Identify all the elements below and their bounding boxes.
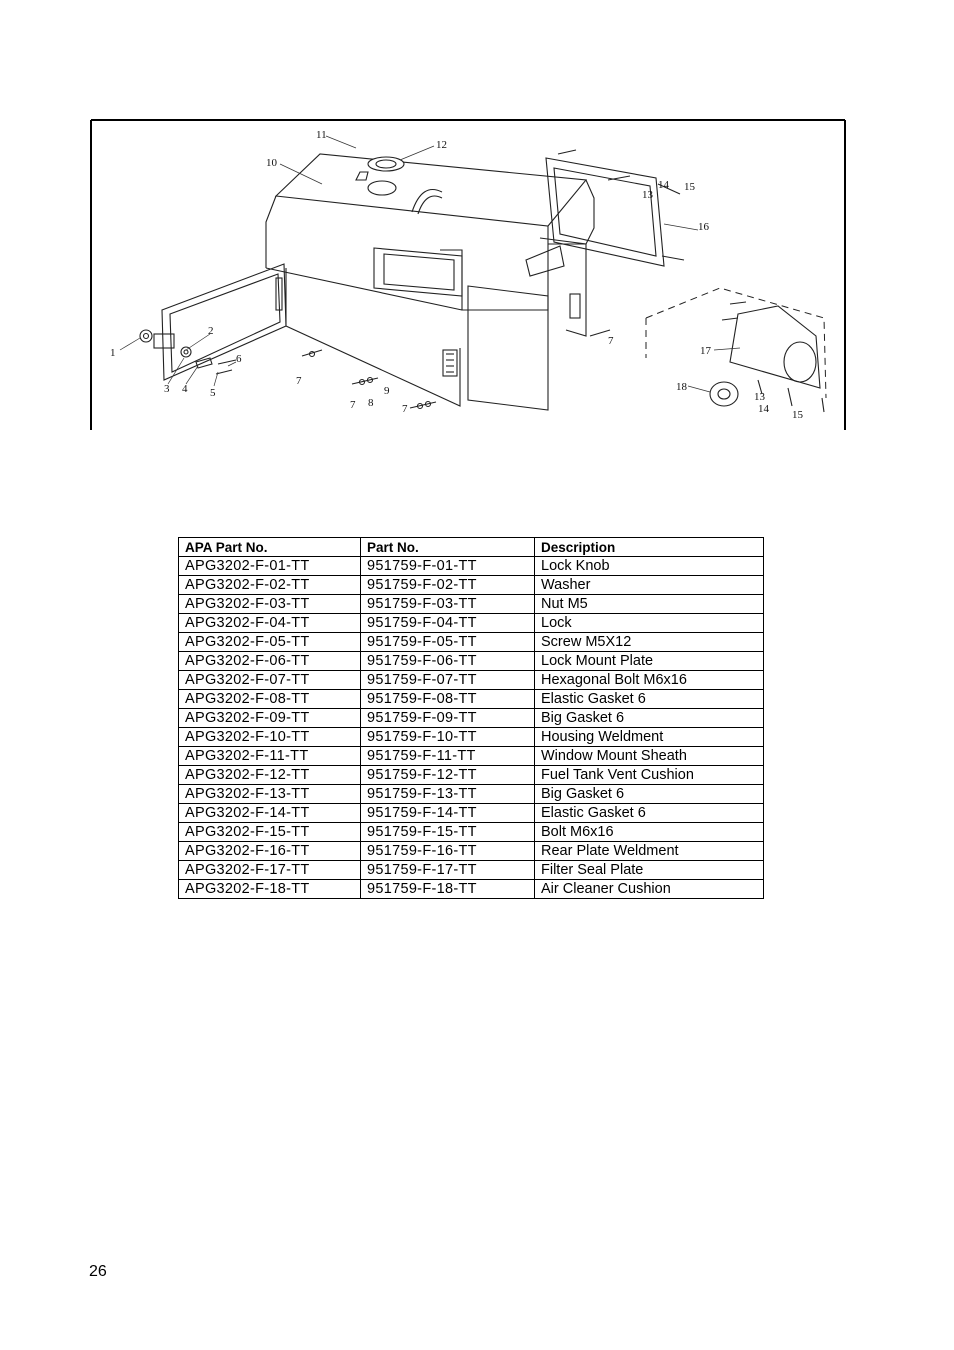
table-row (179, 804, 764, 823)
table-row (179, 766, 764, 785)
header-apa-part-no: APA Part No. (179, 538, 361, 557)
table-row (179, 880, 764, 899)
parts-table-body (179, 557, 764, 899)
description-cell: Big Gasket 6 (535, 709, 764, 728)
apa-part-no-cell: APG3202-F-14-TT (179, 804, 361, 823)
part-no-cell: 951759-F-10-TT (361, 728, 535, 747)
apa-part-no-cell: APG3202-F-09-TT (179, 709, 361, 728)
description-cell: Lock (535, 614, 764, 633)
apa-part-no-cell: APG3202-F-10-TT (179, 728, 361, 747)
description-cell: Hexagonal Bolt M6x16 (535, 671, 764, 690)
part-no-cell: 951759-F-18-TT (361, 880, 535, 899)
part-no-cell: 951759-F-02-TT (361, 576, 535, 595)
part-no-cell: 951759-F-14-TT (361, 804, 535, 823)
apa-part-no-cell: APG3202-F-03-TT (179, 595, 361, 614)
description-cell: Fuel Tank Vent Cushion (535, 766, 764, 785)
part-no-cell: 951759-F-09-TT (361, 709, 535, 728)
table-row (179, 671, 764, 690)
apa-part-no-cell: APG3202-F-15-TT (179, 823, 361, 842)
part-no-cell: 951759-F-15-TT (361, 823, 535, 842)
description-cell: Rear Plate Weldment (535, 842, 764, 861)
apa-part-no-cell: APG3202-F-04-TT (179, 614, 361, 633)
part-no-cell: 951759-F-07-TT (361, 671, 535, 690)
table-row (179, 690, 764, 709)
filter-assembly-drawing (646, 288, 826, 412)
callout-label: 7 (350, 399, 356, 411)
apa-part-no-cell: APG3202-F-08-TT (179, 690, 361, 709)
description-cell: Window Mount Sheath (535, 747, 764, 766)
apa-part-no-cell: APG3202-F-18-TT (179, 880, 361, 899)
callout-label: 7 (608, 335, 614, 347)
description-cell: Housing Weldment (535, 728, 764, 747)
callout-label: 11 (316, 129, 327, 141)
callout-label: 3 (164, 383, 170, 395)
table-row (179, 557, 764, 576)
table-row (179, 614, 764, 633)
description-cell: Nut M5 (535, 595, 764, 614)
description-cell: Lock Knob (535, 557, 764, 576)
callout-numbers (110, 129, 804, 421)
callout-label: 4 (182, 383, 188, 395)
description-cell: Bolt M6x16 (535, 823, 764, 842)
exploded-parts-diagram (90, 118, 846, 430)
description-cell: Elastic Gasket 6 (535, 804, 764, 823)
table-row (179, 652, 764, 671)
description-cell: Screw M5X12 (535, 633, 764, 652)
callout-label: 7 (402, 403, 408, 415)
callout-label: 15 (792, 409, 803, 421)
apa-part-no-cell: APG3202-F-07-TT (179, 671, 361, 690)
table-row (179, 728, 764, 747)
apa-part-no-cell: APG3202-F-01-TT (179, 557, 361, 576)
rear-plate-drawing (546, 150, 684, 266)
callout-label: 7 (296, 375, 302, 387)
description-cell: Washer (535, 576, 764, 595)
callout-label: 13 (754, 391, 765, 403)
part-no-cell: 951759-F-13-TT (361, 785, 535, 804)
header-description: Description (535, 538, 764, 557)
part-no-cell: 951759-F-16-TT (361, 842, 535, 861)
table-row (179, 633, 764, 652)
callout-label: 17 (700, 345, 711, 357)
part-no-cell: 951759-F-03-TT (361, 595, 535, 614)
table-row (179, 785, 764, 804)
description-cell: Big Gasket 6 (535, 785, 764, 804)
callout-label: 12 (436, 139, 447, 151)
description-cell: Air Cleaner Cushion (535, 880, 764, 899)
page-number: 26 (89, 1263, 107, 1280)
base-fasteners-drawing (302, 330, 610, 409)
apa-part-no-cell: APG3202-F-17-TT (179, 861, 361, 880)
table-header-row (179, 538, 764, 557)
parts-list-table (178, 537, 764, 899)
apa-part-no-cell: APG3202-F-13-TT (179, 785, 361, 804)
part-no-cell: 951759-F-01-TT (361, 557, 535, 576)
part-no-cell: 951759-F-11-TT (361, 747, 535, 766)
callout-label: 18 (676, 381, 687, 393)
apa-part-no-cell: APG3202-F-12-TT (179, 766, 361, 785)
callout-label: 15 (684, 181, 695, 193)
table-row (179, 823, 764, 842)
housing-weldment-drawing (266, 154, 594, 410)
table-row (179, 861, 764, 880)
part-no-cell: 951759-F-08-TT (361, 690, 535, 709)
part-no-cell: 951759-F-17-TT (361, 861, 535, 880)
callout-label: 10 (266, 157, 277, 169)
callout-label: 8 (368, 397, 374, 409)
apa-part-no-cell: APG3202-F-06-TT (179, 652, 361, 671)
part-no-cell: 951759-F-12-TT (361, 766, 535, 785)
callout-label: 6 (236, 353, 242, 365)
diagram-drawing (90, 118, 846, 430)
table-row (179, 595, 764, 614)
left-door-drawing (140, 264, 286, 380)
description-cell: Lock Mount Plate (535, 652, 764, 671)
table-row (179, 576, 764, 595)
callout-label: 9 (384, 385, 390, 397)
table-row (179, 842, 764, 861)
part-no-cell: 951759-F-04-TT (361, 614, 535, 633)
table-row (179, 747, 764, 766)
callout-label: 14 (658, 179, 669, 191)
description-cell: Filter Seal Plate (535, 861, 764, 880)
description-cell: Elastic Gasket 6 (535, 690, 764, 709)
callout-label: 13 (642, 189, 653, 201)
apa-part-no-cell: APG3202-F-02-TT (179, 576, 361, 595)
apa-part-no-cell: APG3202-F-16-TT (179, 842, 361, 861)
apa-part-no-cell: APG3202-F-05-TT (179, 633, 361, 652)
callout-label: 1 (110, 347, 116, 359)
table-row (179, 709, 764, 728)
part-no-cell: 951759-F-05-TT (361, 633, 535, 652)
callout-label: 14 (758, 403, 769, 415)
part-no-cell: 951759-F-06-TT (361, 652, 535, 671)
header-part-no: Part No. (361, 538, 535, 557)
apa-part-no-cell: APG3202-F-11-TT (179, 747, 361, 766)
callout-label: 16 (698, 221, 709, 233)
callout-label: 2 (208, 325, 214, 337)
callout-label: 5 (210, 387, 216, 399)
